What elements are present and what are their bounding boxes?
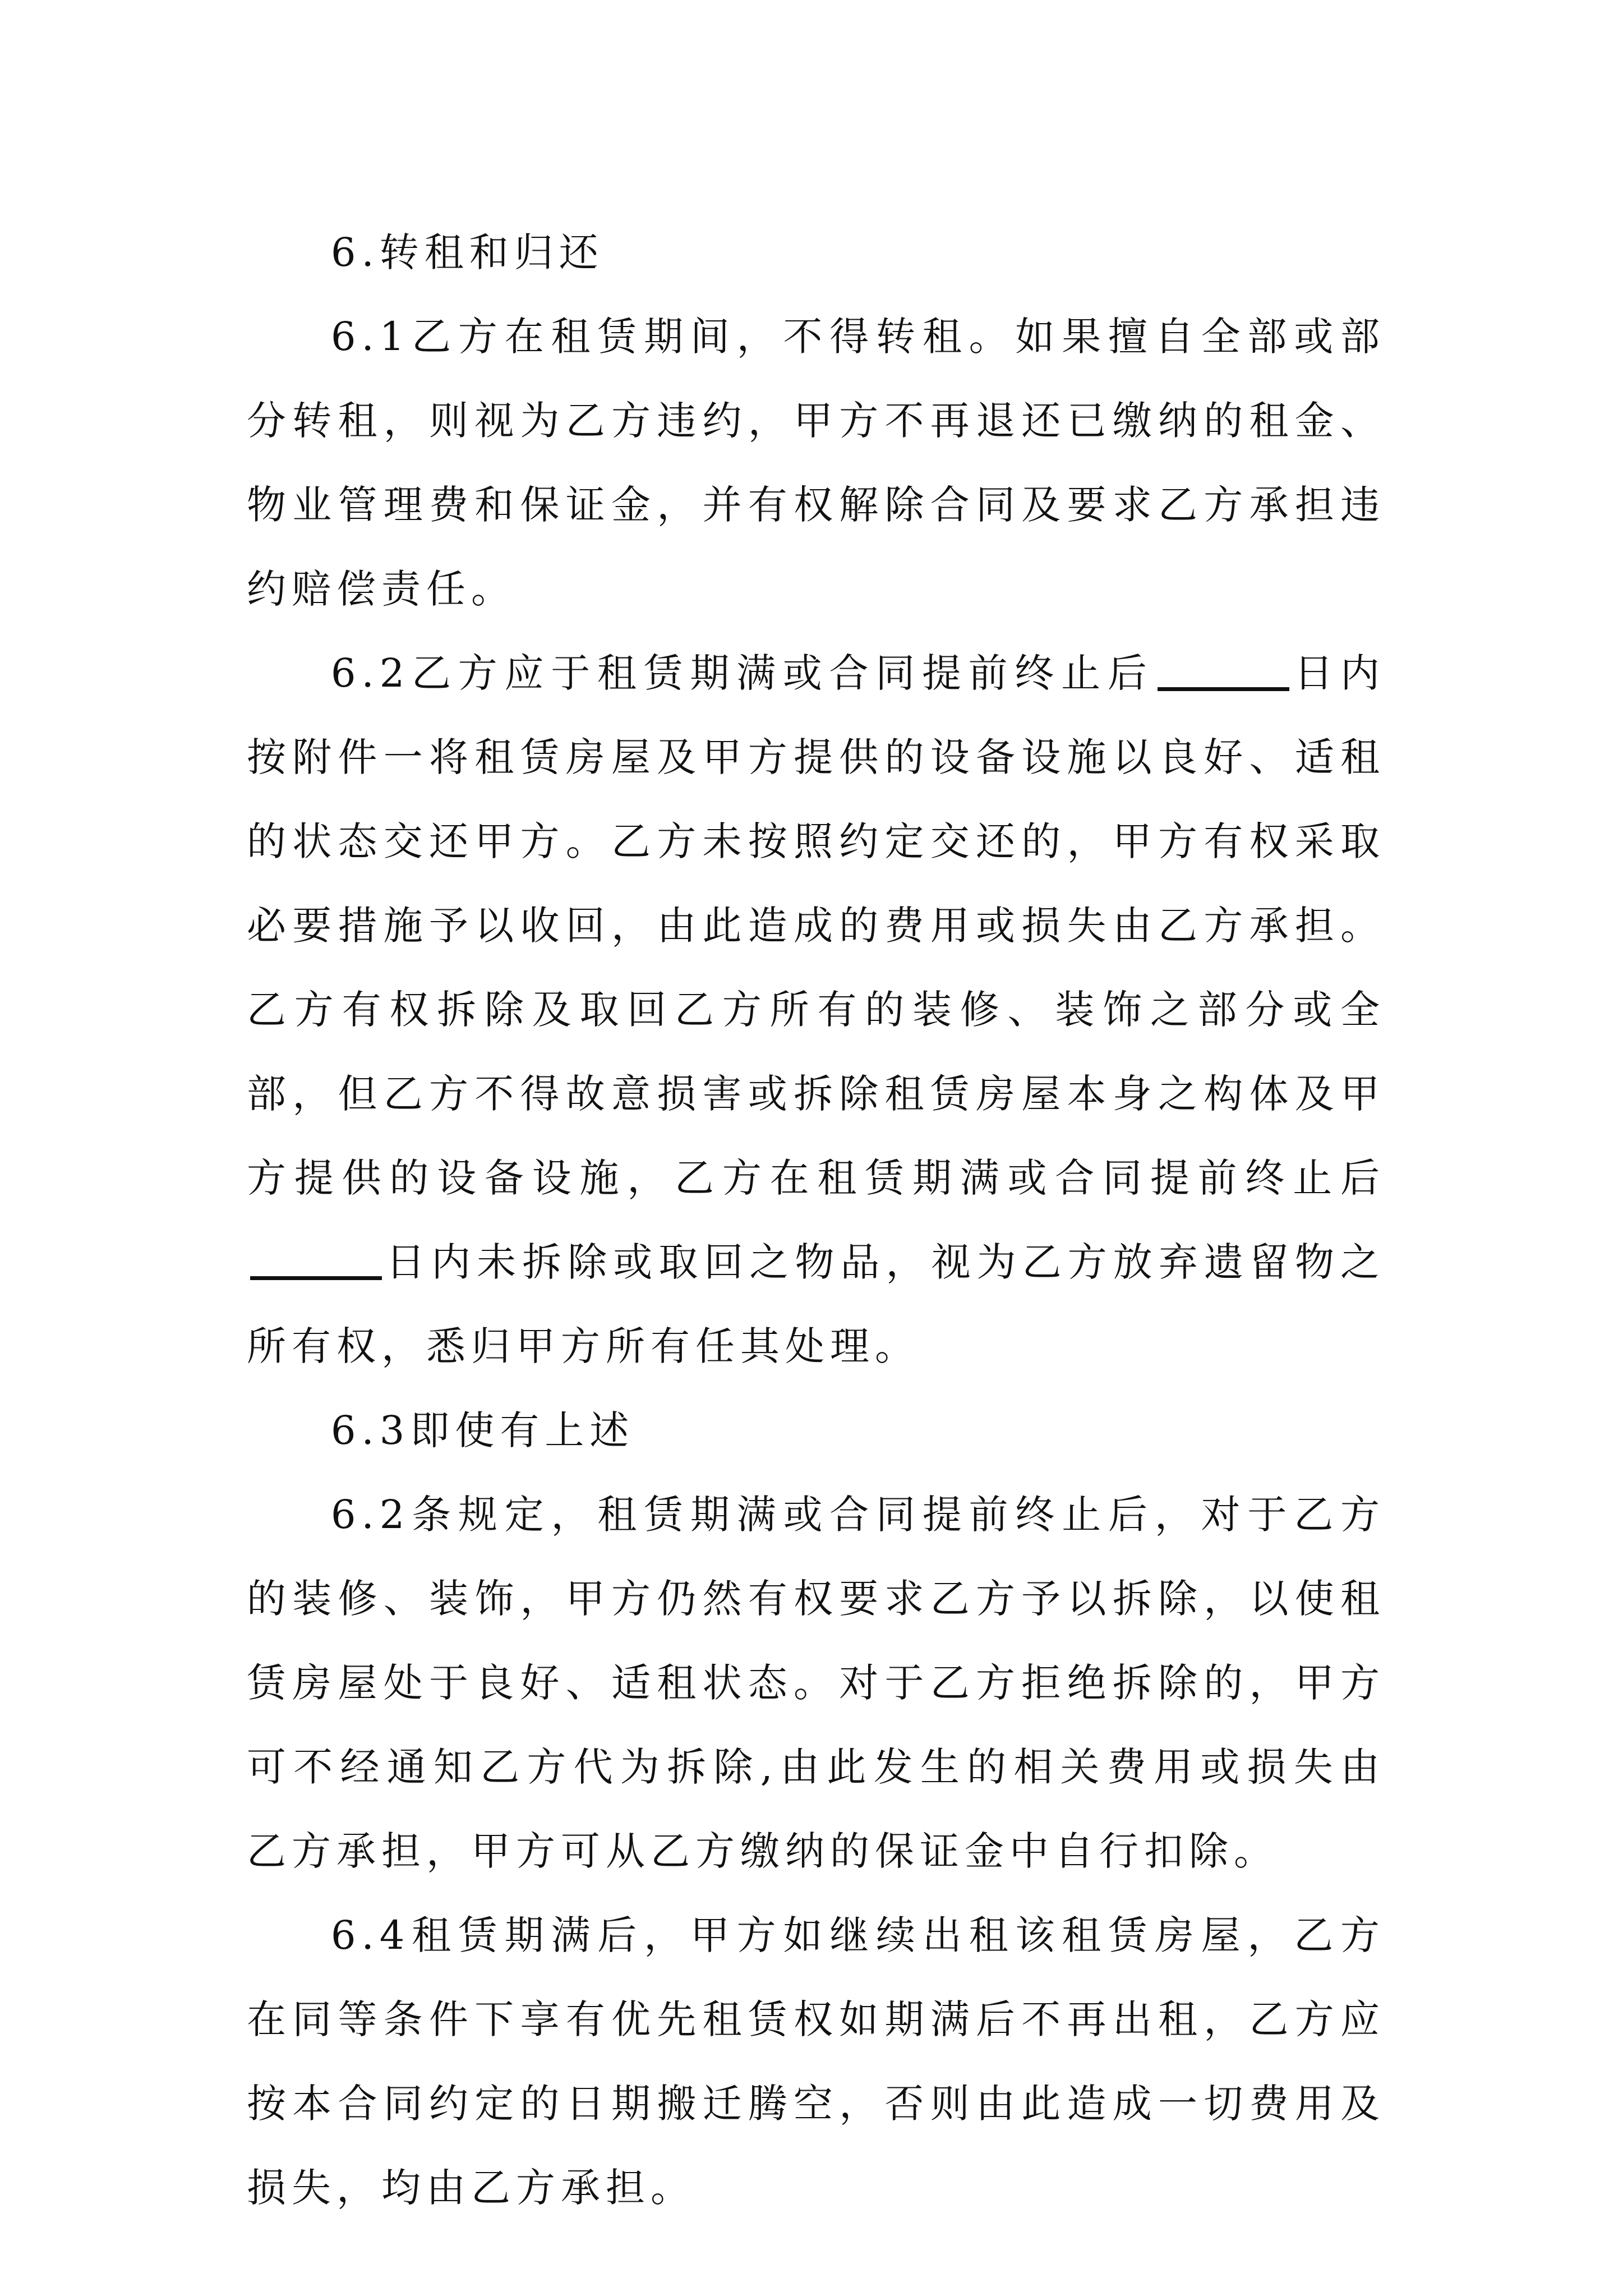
clause-6-1: 6.1乙方在租赁期间，不得转租。如果擅自全部或部分转租，则视为乙方违约，甲方不再退还已缴纳的租金、物业管理费和保证金，并有权解除合同及要求乙方承担违约赔偿责任。 bbox=[247, 314, 1385, 612]
clause-6-2-text-1: 6.2乙方应于租赁期满或合同提前终止后 bbox=[331, 650, 1154, 696]
clause-6-2-text-3: 日内未拆除或取回之物品，视为乙方放弃遗留物之所有权，悉归甲方所有任其处理。 bbox=[247, 1239, 1385, 1369]
clause-6-3-continued: 6.2条规定，租赁期满或合同提前终止后，对于乙方的装修、装饰，甲方仍然有权要求乙方予以拆除，以使租赁房屋处于良好、适租状态。对于乙方拒绝拆除的，甲方可不经通知乙方代为拆除,由此发生的相关费用或损失由乙方承担，甲方可从乙方缴纳的保证金中自行扣除。 bbox=[247, 1492, 1385, 1874]
clause-6-4: 6.4租赁期满后，甲方如继续出租该租赁房屋，乙方在同等条件下享有优先租赁权如期满后不再出租，乙方应按本合同约定的日期搬迁腾空，否则由此造成一切费用及损失，均由乙方承担。 bbox=[247, 1912, 1385, 2211]
blank-days-field-1 bbox=[1158, 654, 1289, 691]
section-heading: 6.转租和归还 bbox=[331, 229, 604, 275]
document-body bbox=[247, 210, 1385, 2230]
clause-6-3: 6.3即使有上述 bbox=[331, 1407, 635, 1453]
clause-6-2-text-2: 日内按附件一将租赁房屋及甲方提供的设备设施以良好、适租的状态交还甲方。乙方未按照约定交还的，甲方有权采取必要措施予以收回，由此造成的费用或损失由乙方承担。乙方有权拆除及取回乙方所有的装修、装饰之部分或全部，但乙方不得故意损害或拆除租赁房屋本身之构体及甲方提供的设备设施，乙方在租赁期满或合同提前终止后 bbox=[247, 650, 1386, 1201]
clause-6-2 bbox=[247, 631, 1385, 1388]
blank-days-field-2 bbox=[250, 1243, 382, 1280]
